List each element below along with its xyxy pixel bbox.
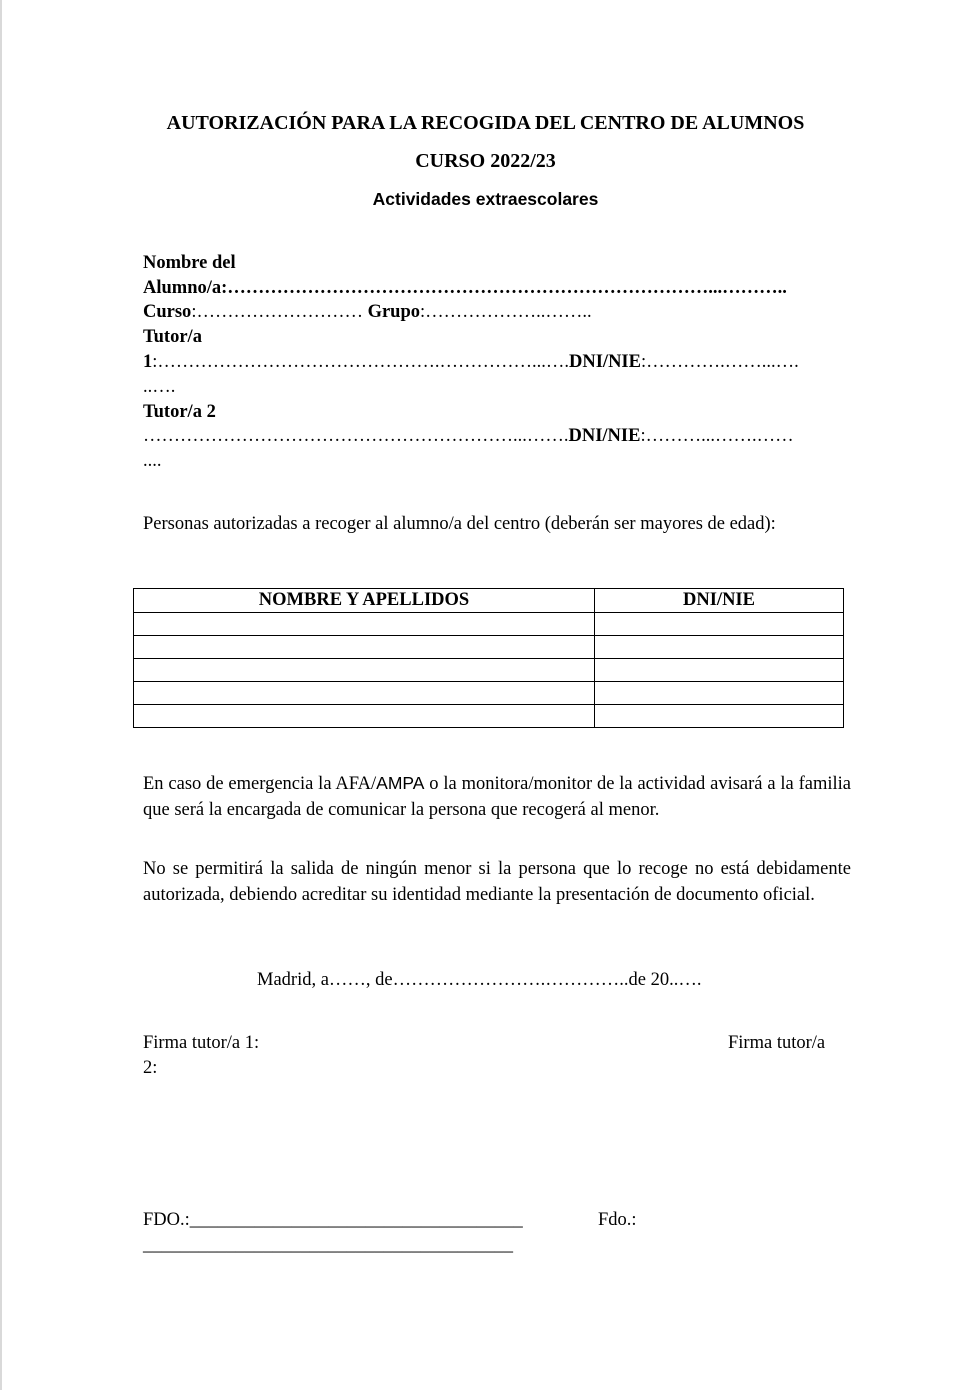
tutor2-dni-dots: :………...…….……	[640, 426, 794, 446]
name-cell[interactable]	[134, 636, 595, 659]
tutor1-field[interactable]	[143, 352, 799, 373]
grupo-label: Grupo	[367, 302, 421, 322]
tutor1-continuation: ..….	[143, 377, 176, 397]
student-name-label: Alumno/a:	[143, 278, 228, 298]
curso-grupo-line[interactable]	[143, 302, 592, 323]
tutor1-dni-dots: :………….……...….	[640, 352, 799, 372]
student-name-field[interactable]	[143, 278, 787, 299]
table-row	[134, 613, 844, 636]
tutor1-dni-label: DNI/NIE	[569, 352, 641, 372]
dni-cell[interactable]	[595, 682, 844, 705]
table-row	[134, 659, 844, 682]
fdo-tutor2-label: Fdo.:	[598, 1210, 637, 1230]
dni-cell[interactable]	[595, 613, 844, 636]
dni-cell[interactable]	[595, 659, 844, 682]
dni-cell[interactable]	[595, 705, 844, 728]
authorized-persons-intro: Personas autorizadas a recoger al alumno/a del centro (deberán ser mayores de edad):	[143, 514, 776, 534]
signature-tutor1-label: Firma tutor/a 1:	[143, 1033, 260, 1053]
fdo-tutor2-line[interactable]: ________________________________________	[143, 1235, 513, 1255]
activities-subtitle: Actividades extraescolares	[372, 189, 599, 209]
fdo-tutor1-line[interactable]: FDO.:____________________________________	[143, 1210, 523, 1230]
signature-tutor2-label-cont: 2:	[143, 1058, 158, 1078]
table-row	[134, 705, 844, 728]
signature-tutor2-label: Firma tutor/a	[728, 1033, 826, 1053]
tutor2-field[interactable]	[143, 426, 794, 447]
name-cell[interactable]	[134, 682, 595, 705]
dni-cell[interactable]	[595, 636, 844, 659]
column-header-dni: DNI/NIE	[595, 589, 844, 613]
authorized-persons-table	[133, 588, 844, 728]
emergency-ampa: AMPA	[376, 773, 425, 793]
tutor1-label-line1: Tutor/a	[143, 327, 202, 347]
tutor1-number: 1	[143, 352, 153, 372]
tutor1-dots: :……………………………………….……………...….	[152, 352, 570, 372]
date-line[interactable]: Madrid, a……, de…………………….…………..de 20..….	[257, 970, 702, 990]
name-cell[interactable]	[134, 613, 595, 636]
name-cell[interactable]	[134, 705, 595, 728]
name-cell[interactable]	[134, 659, 595, 682]
tutor2-dots: ……………………………………………………...…….	[143, 426, 569, 446]
emergency-text-3: o la monitora/monitor de la actividad avisará a la familia que será la encargada de comunicar la persona que recogerá al menor.	[143, 774, 851, 820]
emergency-paragraph	[143, 771, 851, 823]
emergency-text-1: En caso de emergencia la AFA/	[143, 774, 377, 794]
grupo-dots: :………………..……..	[420, 302, 592, 322]
tutor2-dni-label: DNI/NIE	[568, 426, 641, 446]
table-header-row	[134, 589, 844, 613]
document-title: AUTORIZACIÓN PARA LA RECOGIDA DEL CENTRO DE ALUMNOS	[166, 112, 805, 134]
tutor2-label: Tutor/a 2	[143, 402, 216, 422]
course-year: CURSO 2022/23	[415, 150, 556, 172]
curso-dots: :………………………	[191, 302, 363, 322]
curso-label: Curso	[143, 302, 192, 322]
table-row	[134, 682, 844, 705]
notice-paragraph: No se permitirá la salida de ningún menor si la persona que lo recoge no está debidamente autorizada, debiendo acreditar su identidad mediante la presentación de documento oficial.	[143, 859, 851, 905]
tutor2-continuation: ....	[143, 451, 162, 471]
table-row	[134, 636, 844, 659]
column-header-name: NOMBRE Y APELLIDOS	[134, 589, 595, 613]
student-name-label-line1: Nombre del	[143, 253, 236, 273]
student-name-dots: ……………………………………………………………………...………..	[227, 278, 787, 298]
